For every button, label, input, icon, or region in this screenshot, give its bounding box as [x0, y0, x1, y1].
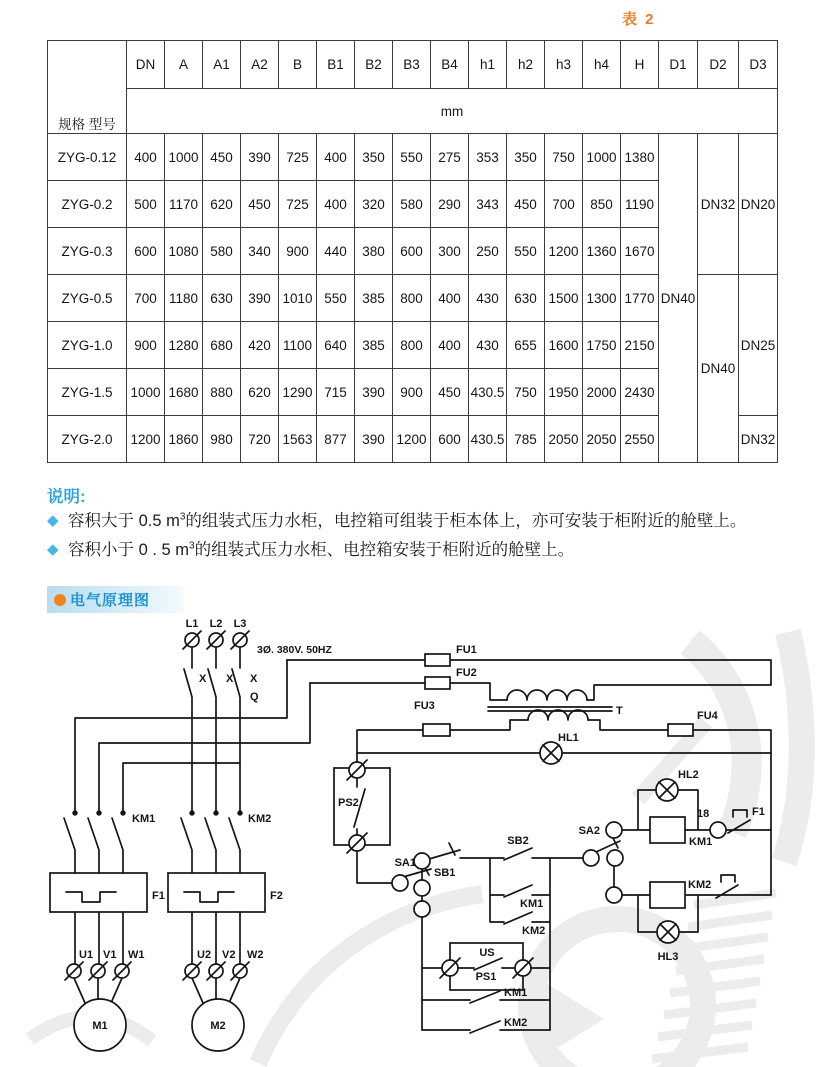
cell: 715 — [317, 369, 355, 416]
cell: 785 — [507, 416, 545, 463]
label-sa1: SA1 — [394, 857, 416, 869]
merged-cell-d3: DN32 — [739, 416, 778, 463]
cell: 400 — [317, 134, 355, 181]
cell: 2050 — [583, 416, 621, 463]
cell: 350 — [507, 134, 545, 181]
cell: 320 — [355, 181, 393, 228]
notes-section — [47, 483, 792, 568]
lamp-hl1 — [540, 742, 562, 764]
label-km2-aux: KM2 — [522, 925, 546, 937]
thermal-relay-f2 — [168, 873, 265, 912]
table-row — [48, 134, 778, 181]
cell: 980 — [203, 416, 241, 463]
cell: 700 — [127, 275, 165, 322]
header-cell: h4 — [583, 41, 621, 89]
cell: 500 — [127, 181, 165, 228]
cell: 430 — [469, 275, 507, 322]
cell: 580 — [393, 181, 431, 228]
label-km1-main: KM1 — [132, 813, 156, 825]
label-sa2: SA2 — [578, 825, 600, 837]
cell: 290 — [431, 181, 469, 228]
fuse-fu4 — [668, 724, 693, 736]
note-text: 容积大于 0.5 m — [68, 512, 180, 530]
label-fu2: FU2 — [456, 667, 477, 679]
label-u2: U2 — [197, 949, 212, 961]
unit-row — [48, 89, 778, 134]
fuse-fu2 — [425, 677, 450, 689]
cell: 1180 — [165, 275, 203, 322]
label-l3: L3 — [233, 618, 247, 630]
cell: 380 — [355, 228, 393, 275]
cell: 390 — [355, 416, 393, 463]
label-l2: L2 — [209, 618, 223, 630]
cell: 1000 — [583, 134, 621, 181]
section-title: 电气原理图 — [70, 592, 151, 609]
fuse-fu3 — [423, 724, 450, 736]
model-cell: ZYG-0.3 — [48, 228, 127, 275]
header-cell: h1 — [469, 41, 507, 89]
cell: 1010 — [279, 275, 317, 322]
cell: 1290 — [279, 369, 317, 416]
cell: 430.5 — [469, 369, 507, 416]
transformer — [507, 690, 588, 720]
header-cell: B — [279, 41, 317, 89]
cell: 1300 — [583, 275, 621, 322]
terminal-icons — [65, 631, 249, 980]
cell: 800 — [393, 275, 431, 322]
cell: 720 — [241, 416, 279, 463]
cell: 2150 — [621, 322, 659, 369]
note-sup: 3 — [179, 511, 186, 523]
cell: 550 — [393, 134, 431, 181]
cell: 1280 — [165, 322, 203, 369]
label-q: Q — [250, 691, 259, 703]
label-f2: F2 — [270, 890, 283, 902]
label-hl1: HL1 — [558, 732, 579, 744]
cell: 450 — [431, 369, 469, 416]
model-cell: ZYG-0.5 — [48, 275, 127, 322]
label-km2-coil: KM2 — [688, 879, 712, 891]
label-u1: U1 — [79, 949, 94, 961]
cell: 877 — [317, 416, 355, 463]
thermal-relay-f1 — [50, 873, 147, 912]
cell: 420 — [241, 322, 279, 369]
merged-cell-d3: DN20 — [739, 134, 778, 275]
label-l1: L1 — [185, 618, 199, 630]
cell: 2050 — [545, 416, 583, 463]
note-item — [47, 510, 792, 533]
model-cell: ZYG-1.5 — [48, 369, 127, 416]
contactor-coil-km1 — [650, 817, 685, 843]
cell: 1380 — [621, 134, 659, 181]
cell: 1190 — [621, 181, 659, 228]
cell: 1500 — [545, 275, 583, 322]
cell: 1950 — [545, 369, 583, 416]
cell: 450 — [203, 134, 241, 181]
cell: 400 — [317, 181, 355, 228]
header-cell: D1 — [659, 41, 698, 89]
corner-cell: 规格 型号 — [48, 41, 127, 134]
merged-cell-d2: DN32 — [698, 134, 739, 275]
label-sb2: SB2 — [507, 835, 529, 847]
cell: 630 — [507, 275, 545, 322]
header-cell: h2 — [507, 41, 545, 89]
cell: 390 — [241, 134, 279, 181]
label-m2: M2 — [210, 1020, 226, 1032]
cell: 300 — [431, 228, 469, 275]
lamp-hl3 — [657, 921, 679, 943]
orange-bullet-icon — [54, 594, 66, 606]
cell: 620 — [203, 181, 241, 228]
watermark — [30, 632, 802, 1067]
merged-cell-d2: DN40 — [698, 275, 739, 463]
table-header-row — [48, 41, 778, 89]
header-cell: B3 — [393, 41, 431, 89]
cell: 2430 — [621, 369, 659, 416]
cell: 450 — [241, 181, 279, 228]
cell: 580 — [203, 228, 241, 275]
header-cell: H — [621, 41, 659, 89]
header-cell: D3 — [739, 41, 778, 89]
spec-table — [47, 40, 778, 463]
note-item — [47, 539, 792, 562]
note-text: 的组装式压力水柜，电控箱可组装于柜本体上，亦可安装于柜附近的舱壁上。 — [185, 512, 747, 530]
unit-cell: mm — [127, 89, 778, 134]
cell: 385 — [355, 322, 393, 369]
contact-dots — [72, 810, 242, 815]
diamond-bullet-icon: ◆ — [47, 512, 59, 529]
cell: 700 — [545, 181, 583, 228]
label-km2-main: KM2 — [248, 813, 272, 825]
label-x1: X — [199, 673, 207, 685]
header-cell: A2 — [241, 41, 279, 89]
cell: 1680 — [165, 369, 203, 416]
merged-cell-d3: DN25 — [739, 275, 778, 416]
cell: 1170 — [165, 181, 203, 228]
label-hl3: HL3 — [657, 951, 679, 963]
label-ps1: PS1 — [475, 971, 497, 983]
label-f1: F1 — [152, 890, 165, 902]
cell: 400 — [431, 275, 469, 322]
cell: 1563 — [279, 416, 317, 463]
header-cell: h3 — [545, 41, 583, 89]
label-km1-aux: KM1 — [520, 898, 544, 910]
cell: 1670 — [621, 228, 659, 275]
diamond-bullet-icon: ◆ — [47, 540, 59, 558]
model-cell: ZYG-1.0 — [48, 322, 127, 369]
cell: 343 — [469, 181, 507, 228]
label-f1-contact: F1 — [752, 806, 765, 818]
lamp-hl2 — [656, 779, 678, 801]
cell: 340 — [241, 228, 279, 275]
cell: 1200 — [393, 416, 431, 463]
label-w1: W1 — [128, 949, 145, 961]
label-18: 18 — [697, 808, 710, 820]
cell: 680 — [203, 322, 241, 369]
cell: 600 — [393, 228, 431, 275]
cell: 620 — [241, 369, 279, 416]
cell: 1080 — [165, 228, 203, 275]
label-x3: X — [250, 673, 258, 685]
cell: 655 — [507, 322, 545, 369]
cell: 600 — [431, 416, 469, 463]
label-km2-hold: KM2 — [504, 1017, 528, 1029]
label-us: US — [479, 947, 495, 959]
note-text: 的组装式压力水柜、电控箱安装于柜附近的舱壁上。 — [194, 540, 575, 559]
notes-title: 说明: — [47, 488, 86, 506]
cell: 800 — [393, 322, 431, 369]
header-cell: D2 — [698, 41, 739, 89]
cell: 2550 — [621, 416, 659, 463]
label-v2: V2 — [222, 949, 236, 961]
label-fu4: FU4 — [697, 710, 718, 722]
cell: 725 — [279, 134, 317, 181]
cell: 430 — [469, 322, 507, 369]
schematic-diagram — [0, 607, 830, 1067]
cell: 1860 — [165, 416, 203, 463]
label-fu3: FU3 — [414, 700, 435, 712]
model-cell: ZYG-0.12 — [48, 134, 127, 181]
cell: 750 — [507, 369, 545, 416]
cell: 750 — [545, 134, 583, 181]
cell: 900 — [279, 228, 317, 275]
cell: 1100 — [279, 322, 317, 369]
cell: 1200 — [127, 416, 165, 463]
cell: 630 — [203, 275, 241, 322]
cell: 385 — [355, 275, 393, 322]
cell: 400 — [431, 322, 469, 369]
merged-cell-d1: DN40 — [659, 134, 698, 463]
label-v1: V1 — [103, 949, 117, 961]
label-supply: 3Ø. 380V. 50HZ — [257, 644, 332, 656]
cell: 900 — [127, 322, 165, 369]
cell: 1600 — [545, 322, 583, 369]
fuse-fu1 — [425, 654, 450, 666]
header-cell: B1 — [317, 41, 355, 89]
cell: 900 — [393, 369, 431, 416]
cell: 430.5 — [469, 416, 507, 463]
label-ps2: PS2 — [338, 797, 359, 809]
cell: 1000 — [165, 134, 203, 181]
label-fu1: FU1 — [456, 644, 477, 656]
cell: 550 — [317, 275, 355, 322]
cell: 2000 — [583, 369, 621, 416]
cell: 1000 — [127, 369, 165, 416]
cell: 600 — [127, 228, 165, 275]
cell: 275 — [431, 134, 469, 181]
note-text: 容积小于 0 . 5 m — [68, 540, 190, 559]
cell: 250 — [469, 228, 507, 275]
cell: 440 — [317, 228, 355, 275]
header-cell: B4 — [431, 41, 469, 89]
model-cell: ZYG-0.2 — [48, 181, 127, 228]
note-sup: 3 — [189, 540, 195, 552]
cell: 850 — [583, 181, 621, 228]
cell: 400 — [127, 134, 165, 181]
label-sb1: SB1 — [434, 867, 456, 879]
contactor-coil-km2 — [650, 882, 685, 908]
cell: 450 — [507, 181, 545, 228]
cell: 1770 — [621, 275, 659, 322]
cell: 350 — [355, 134, 393, 181]
cell: 1360 — [583, 228, 621, 275]
header-cell: B2 — [355, 41, 393, 89]
cell: 1200 — [545, 228, 583, 275]
label-t: T — [616, 705, 623, 717]
label-m1: M1 — [92, 1020, 108, 1032]
model-cell: ZYG-2.0 — [48, 416, 127, 463]
cell: 880 — [203, 369, 241, 416]
cell: 640 — [317, 322, 355, 369]
cell: 353 — [469, 134, 507, 181]
cell: 550 — [507, 228, 545, 275]
table-caption: 表 2 — [622, 11, 656, 28]
cell: 1750 — [583, 322, 621, 369]
label-x2: X — [226, 673, 234, 685]
cell: 390 — [241, 275, 279, 322]
header-cell: A — [165, 41, 203, 89]
label-km1-coil: KM1 — [689, 836, 713, 848]
header-cell: A1 — [203, 41, 241, 89]
label-w2: W2 — [247, 949, 264, 961]
header-cell: DN — [127, 41, 165, 89]
cell: 390 — [355, 369, 393, 416]
label-km1-hold: KM1 — [504, 987, 528, 999]
label-hl2: HL2 — [678, 769, 699, 781]
cell: 725 — [279, 181, 317, 228]
